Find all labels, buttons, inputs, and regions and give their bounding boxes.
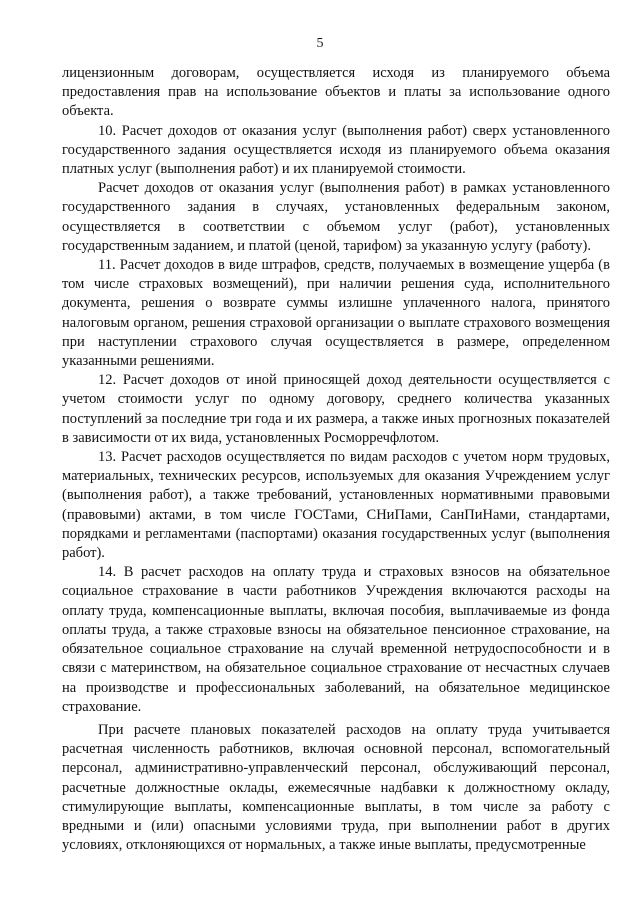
paragraph-14: 14. В расчет расходов на оплату труда и страховых взносов на обязательное социальное страхование в части работников Учреждения включаются расходы на оплату труда, компенсационные выплаты, включая пособия, выплачиваемые из фонда оплаты труда, а также страховые взносы на обязательное пенсионное страхование, на обязательное социальное страхование на случай временной нетрудоспособности и в связи с материнством, на обязательное социальное страхование от несчастных случаев на производстве и профессиональных заболеваний, на обязательное медицинское страхование.: [62, 564, 610, 715]
paragraph-13: 13. Расчет расходов осуществляется по видам расходов с учетом норм трудовых, материальных, технических ресурсов, используемых для оказания Учреждением услуг (выполнения работ), а также требований, установленных нормативными правовыми (правовыми) актами, в том числе ГОСТами, СНиПами, СанПиНами, стандартами, порядками и регламентами (паспортами) оказания государственных услуг (выполнения работ).: [62, 449, 610, 562]
paragraph-10: 10. Расчет доходов от оказания услуг (выполнения работ) сверх установленного государственного задания осуществляется исходя из планируемого объема оказания платных услуг (выполнения работ) и их планируемой стоимости.: [62, 122, 610, 178]
paragraph-continuation: лицензионным договорам, осуществляется исходя из планируемого объема предоставления прав на использование объектов и платы за использование одного объекта.: [62, 65, 610, 120]
paragraph-12: 12. Расчет доходов от иной приносящей доход деятельности осуществляется с учетом стоимости услуг по одному договору, среднего количества указанных поступлений за последние три года и их размера, а также иных прогнозных показателей в зависимости от их вида, установленных Росморречфлотом.: [62, 372, 610, 446]
paragraph-14-continued: При расчете плановых показателей расходов на оплату труда учитывается расчетная численность работников, включая основной персонал, вспомогательный персонал, административно-управленческий персонал, обслуживающий персонал, расчетные должностные оклады, ежемесячные надбавки к должностному окладу, стимулирующие выплаты, компенсационные выплаты, в том числе за работу с вредными и (или) опасными условиями труда, при выполнении работ в других условиях, отклоняющихся от нормальных, а также иные выплаты, предусмотренные: [62, 721, 610, 854]
document-body: [62, 64, 610, 855]
page-number: 5: [316, 36, 324, 51]
paragraph-11: 11. Расчет доходов в виде штрафов, средств, получаемых в возмещение ущерба (в том числе страховых возмещений), при наличии решения суда, исполнительного документа, решения о возврате суммы излишне уплаченного налога, принятого налоговым органом, решения страховой организации о выплате страхового возмещения при наступлении страхового случая осуществляется в размере, определенном указанными решениями.: [62, 257, 610, 370]
paragraph-10-continued: Расчет доходов от оказания услуг (выполнения работ) в рамках установленного государственного задания в случаях, установленных федеральным законом, осуществляется в соответствии с объемом услуг (работ), установленных государственным заданием, и платой (ценой, тарифом) за указанную услугу (работу).: [62, 180, 610, 254]
